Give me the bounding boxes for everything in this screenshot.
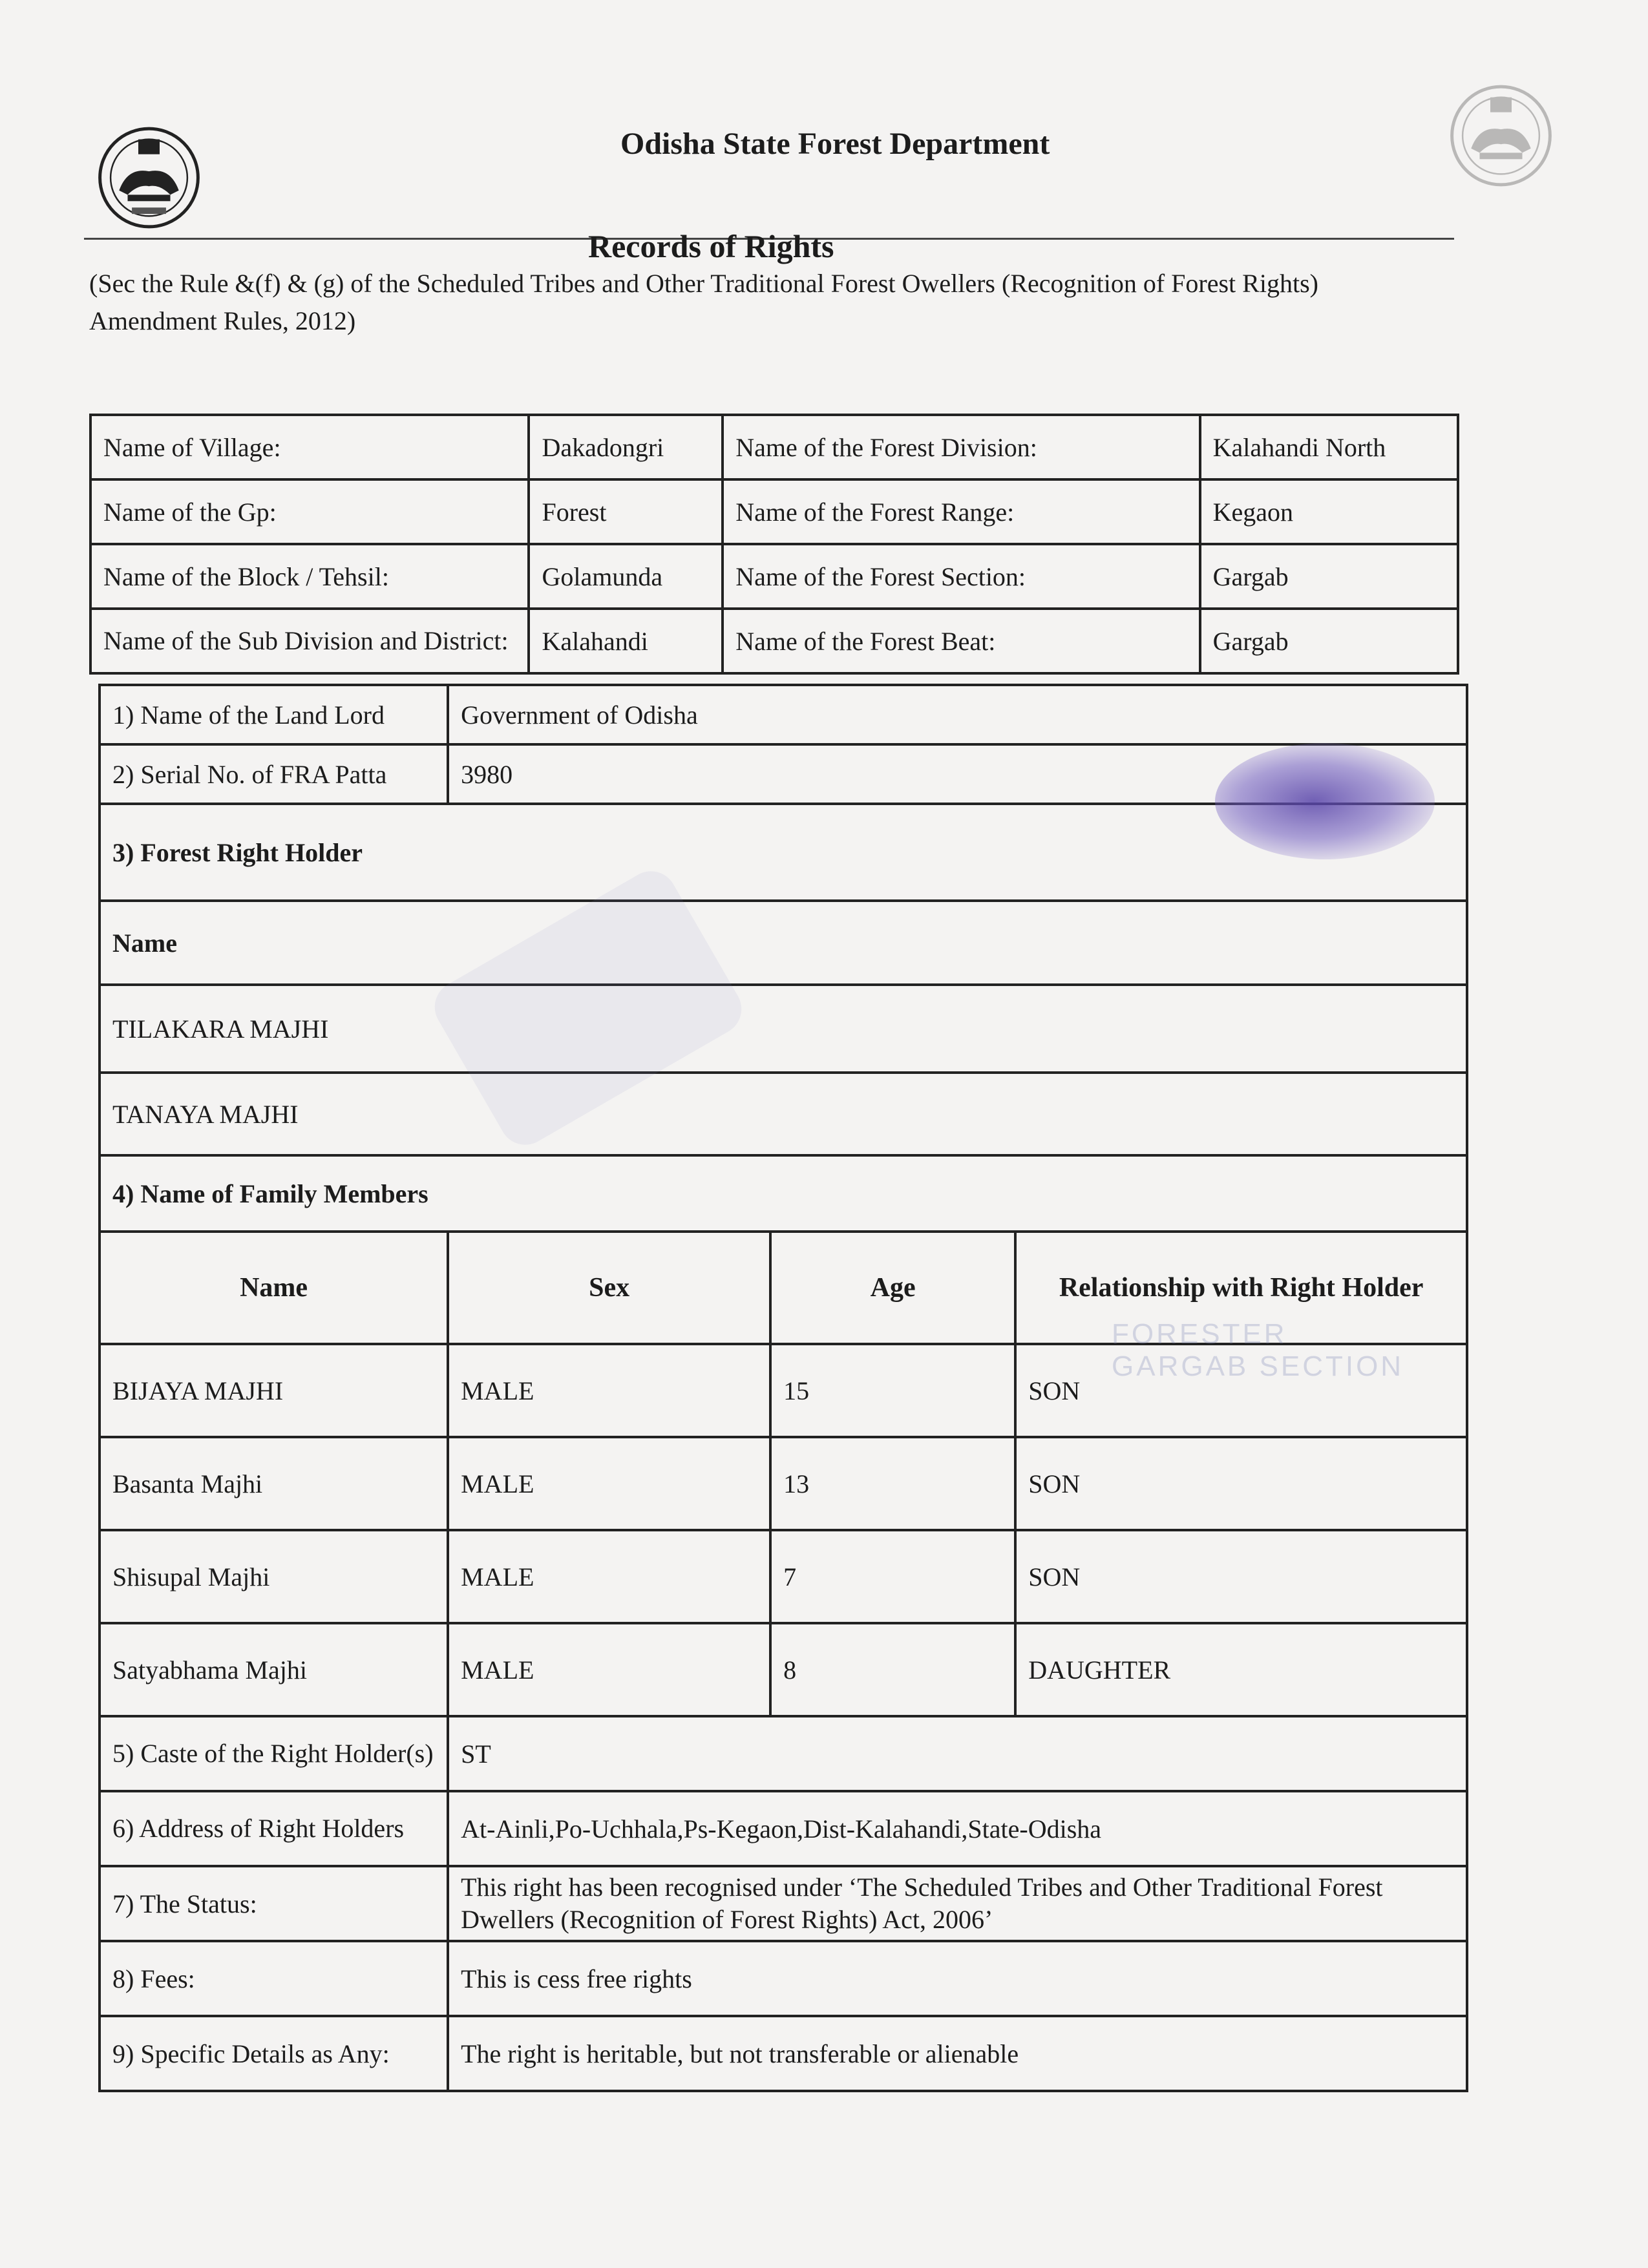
fees-label: 8) Fees: <box>100 1941 448 2016</box>
member-name: Basanta Majhi <box>100 1437 448 1530</box>
member-name: Shisupal Majhi <box>100 1530 448 1623</box>
table-row <box>100 2016 1467 2091</box>
state-emblem-faint-icon <box>1448 74 1554 197</box>
member-sex: MALE <box>448 1344 770 1437</box>
table-row <box>90 415 1458 479</box>
department-title: Odisha State Forest Department <box>620 127 1050 161</box>
specific-value: The right is heritable, but not transferable or alienable <box>448 2016 1467 2091</box>
member-sex: MALE <box>448 1437 770 1530</box>
list-item <box>100 1073 1467 1155</box>
member-name: BIJAYA MAJHI <box>100 1344 448 1437</box>
beat-value: Gargab <box>1200 609 1458 673</box>
member-relation: SON <box>1015 1344 1467 1437</box>
block-label: Name of the Block / Tehsil: <box>90 544 529 609</box>
table-row <box>90 609 1458 673</box>
status-value: This right has been recognised under ‘The Scheduled Tribes and Other Traditional Forest Dwellers (Recognition of Forest Rights) Act, 2006’ <box>448 1866 1467 1941</box>
division-value: Kalahandi North <box>1200 415 1458 479</box>
address-value: At-Ainli,Po-Uchhala,Ps-Kegaon,Dist-Kalahandi,State-Odisha <box>448 1791 1467 1866</box>
column-header: Name <box>100 1232 448 1344</box>
section-value: Gargab <box>1200 544 1458 609</box>
member-age: 8 <box>770 1623 1015 1716</box>
family-heading: 4) Name of Family Members <box>100 1155 1467 1232</box>
table-row <box>100 1437 1467 1530</box>
table-row <box>90 544 1458 609</box>
block-value: Golamunda <box>529 544 723 609</box>
address-label: 6) Address of Right Holders <box>100 1791 448 1866</box>
table-row <box>100 685 1467 744</box>
status-label: 7) The Status: <box>100 1866 448 1941</box>
table-row <box>100 1866 1467 1941</box>
gp-value: Forest <box>529 479 723 544</box>
table-row <box>100 901 1467 985</box>
subdivision-value: Kalahandi <box>529 609 723 673</box>
holder-name: TILAKARA MAJHI <box>100 985 1467 1073</box>
member-relation: DAUGHTER <box>1015 1623 1467 1716</box>
range-value: Kegaon <box>1200 479 1458 544</box>
village-value: Dakadongri <box>529 415 723 479</box>
subdivision-label: Name of the Sub Division and District: <box>90 609 529 673</box>
table-row <box>100 1716 1467 1791</box>
serial-label: 2) Serial No. of FRA Patta <box>100 744 448 804</box>
location-table <box>89 414 1459 675</box>
table-row <box>100 1530 1467 1623</box>
division-label: Name of the Forest Division: <box>723 415 1199 479</box>
holder-heading: 3) Forest Right Holder <box>100 804 1467 901</box>
table-row <box>100 1155 1467 1232</box>
member-age: 13 <box>770 1437 1015 1530</box>
specific-label: 9) Specific Details as Any: <box>100 2016 448 2091</box>
column-header: Sex <box>448 1232 770 1344</box>
landlord-value: Government of Odisha <box>448 685 1467 744</box>
rule-reference: (Sec the Rule &(f) & (g) of the Scheduled Tribes and Other Traditional Forest Owellers (Recognition of Forest Rights) Amendment Rules, 2012) <box>89 269 1318 335</box>
serial-value: 3980 <box>448 744 1467 804</box>
range-label: Name of the Forest Range: <box>723 479 1199 544</box>
gp-label: Name of the Gp: <box>90 479 529 544</box>
table-row <box>100 1941 1467 2016</box>
column-header: Relationship with Right Holder <box>1015 1232 1467 1344</box>
member-name: Satyabhama Majhi <box>100 1623 448 1716</box>
member-age: 7 <box>770 1530 1015 1623</box>
holder-name: TANAYA MAJHI <box>100 1073 1467 1155</box>
member-relation: SON <box>1015 1530 1467 1623</box>
rights-table <box>98 684 1468 2092</box>
village-label: Name of Village: <box>90 415 529 479</box>
fees-value: This is cess free rights <box>448 1941 1467 2016</box>
caste-label: 5) Caste of the Right Holder(s) <box>100 1716 448 1791</box>
member-sex: MALE <box>448 1623 770 1716</box>
thumbprint-mark <box>1215 743 1435 859</box>
table-row <box>100 1791 1467 1866</box>
table-row <box>90 479 1458 544</box>
records-title: Records of Rights <box>588 228 834 264</box>
caste-value: ST <box>448 1716 1467 1791</box>
state-emblem-icon <box>96 123 202 233</box>
name-heading: Name <box>100 901 1467 985</box>
member-age: 15 <box>770 1344 1015 1437</box>
landlord-label: 1) Name of the Land Lord <box>100 685 448 744</box>
beat-label: Name of the Forest Beat: <box>723 609 1199 673</box>
member-relation: SON <box>1015 1437 1467 1530</box>
section-label: Name of the Forest Section: <box>723 544 1199 609</box>
forester-stamp: FORESTER GARGAB SECTION <box>1112 1318 1404 1382</box>
member-sex: MALE <box>448 1530 770 1623</box>
list-item <box>100 985 1467 1073</box>
table-row <box>100 1623 1467 1716</box>
column-header: Age <box>770 1232 1015 1344</box>
